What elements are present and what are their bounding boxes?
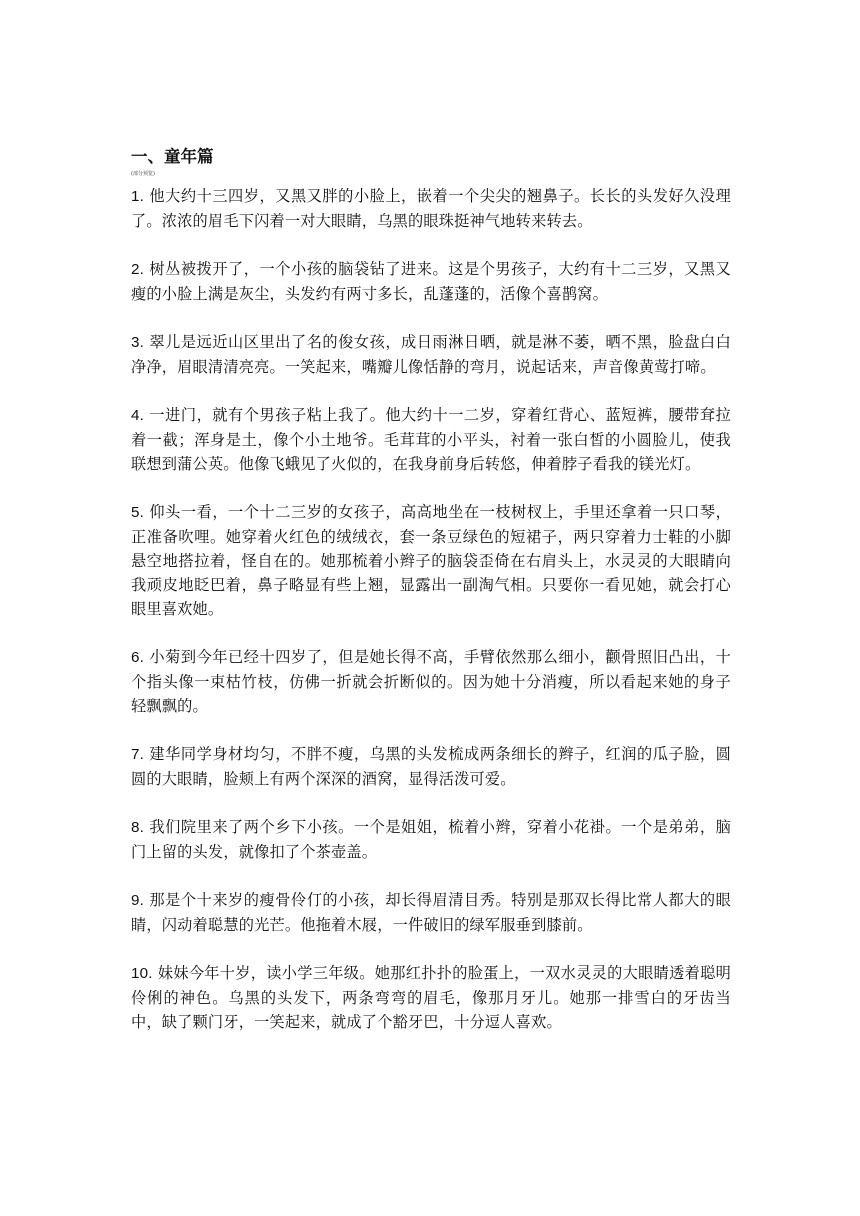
paragraph-text: 我们院里来了两个乡下小孩。一个是姐姐，梳着小辫，穿着小花褂。一个是弟弟，脑门上留的头发，就像扣了个茶壶盖。 (131, 818, 731, 861)
paragraph-text: 树丛被拨开了，一个小孩的脑袋钻了进来。这是个男孩子，大约有十二三岁，又黑又瘦的小脸上满是灰尘，头发约有两寸多长，乱蓬蓬的，活像个喜鹊窝。 (131, 260, 731, 303)
paragraph-6 (131, 645, 731, 718)
preview-note: (部分预览) (131, 171, 155, 177)
paragraph-text: 他大约十三四岁，又黑又胖的小脸上，嵌着一个尖尖的翘鼻子。长长的头发好久没理了。浓浓的眉毛下闪着一对大眼睛，乌黑的眼珠挺神气地转来转去。 (131, 187, 731, 230)
paragraph-7 (131, 742, 731, 791)
paragraph-4 (131, 403, 731, 476)
paragraph-8 (131, 815, 731, 864)
document-page (131, 146, 731, 1058)
paragraph-number: 6. (131, 649, 145, 666)
paragraph-number: 7. (131, 746, 145, 763)
paragraph-10 (131, 961, 731, 1034)
paragraph-text: 翠儿是远近山区里出了名的俊女孩，成日雨淋日晒，就是淋不萎，晒不黑，脸盘白白净净，眉眼清清亮亮。一笑起来，嘴瓣儿像恬静的弯月，说起话来，声音像黄莺打啼。 (131, 333, 731, 376)
paragraph-number: 1. (131, 188, 145, 205)
paragraph-number: 5. (131, 504, 145, 521)
paragraph-text: 一进门，就有个男孩子粘上我了。他大约十一二岁，穿着红背心、蓝短裤，腰带耷拉着一截；浑身是土，像个小土地爷。毛茸茸的小平头，衬着一张白皙的小圆脸儿，使我联想到蒲公英。他像飞蛾见了火似的，在我身前身后转悠，伸着脖子看我的镁光灯。 (131, 406, 731, 473)
paragraph-3 (131, 330, 731, 379)
paragraph-text: 建华同学身材均匀，不胖不瘦，乌黑的头发梳成两条细长的辫子，红润的瓜子脸，圆圆的大眼睛，脸颊上有两个深深的酒窝，显得活泼可爱。 (131, 745, 731, 788)
paragraph-number: 2. (131, 261, 145, 278)
paragraph-text: 妹妹今年十岁，读小学三年级。她那红扑扑的脸蛋上，一双水灵灵的大眼睛透着聪明伶俐的神色。乌黑的头发下，两条弯弯的眉毛，像那月牙儿。她那一排雪白的牙齿当中，缺了颗门牙，一笑起来，就成了个豁牙巴，十分逗人喜欢。 (131, 964, 731, 1031)
paragraph-text: 小菊到今年已经十四岁了，但是她长得不高，手臂依然那么细小，颧骨照旧凸出，十个指头像一束枯竹枝，仿佛一折就会折断似的。因为她十分消瘦，所以看起来她的身子轻飘飘的。 (131, 648, 731, 715)
section-title: 一、童年篇 (131, 147, 214, 166)
paragraph-1 (131, 184, 731, 233)
paragraph-number: 4. (131, 407, 145, 424)
paragraph-number: 3. (131, 334, 145, 351)
paragraph-number: 8. (131, 819, 145, 836)
paragraph-5 (131, 500, 731, 621)
paragraph-2 (131, 257, 731, 306)
paragraph-number: 9. (131, 892, 145, 909)
paragraph-number: 10. (131, 965, 153, 982)
paragraph-9 (131, 888, 731, 937)
paragraph-text: 那是个十来岁的瘦骨伶仃的小孩，却长得眉清目秀。特别是那双长得比常人都大的眼睛，闪动着聪慧的光芒。他拖着木屐，一件破旧的绿军服垂到膝前。 (131, 891, 731, 934)
paragraph-text: 仰头一看，一个十二三岁的女孩子，高高地坐在一枝树杈上，手里还拿着一只口琴，正准备吹哩。她穿着火红色的绒绒衣，套一条豆绿色的短裙子，两只穿着力士鞋的小脚悬空地搭拉着，怪自在的。她那梳着小辫子的脑袋歪倚在右肩头上，水灵灵的大眼睛向我顽皮地眨巴着，鼻子略显有些上翘，显露出一副淘气相。只要你一看见她，就会打心眼里喜欢她。 (131, 503, 731, 618)
